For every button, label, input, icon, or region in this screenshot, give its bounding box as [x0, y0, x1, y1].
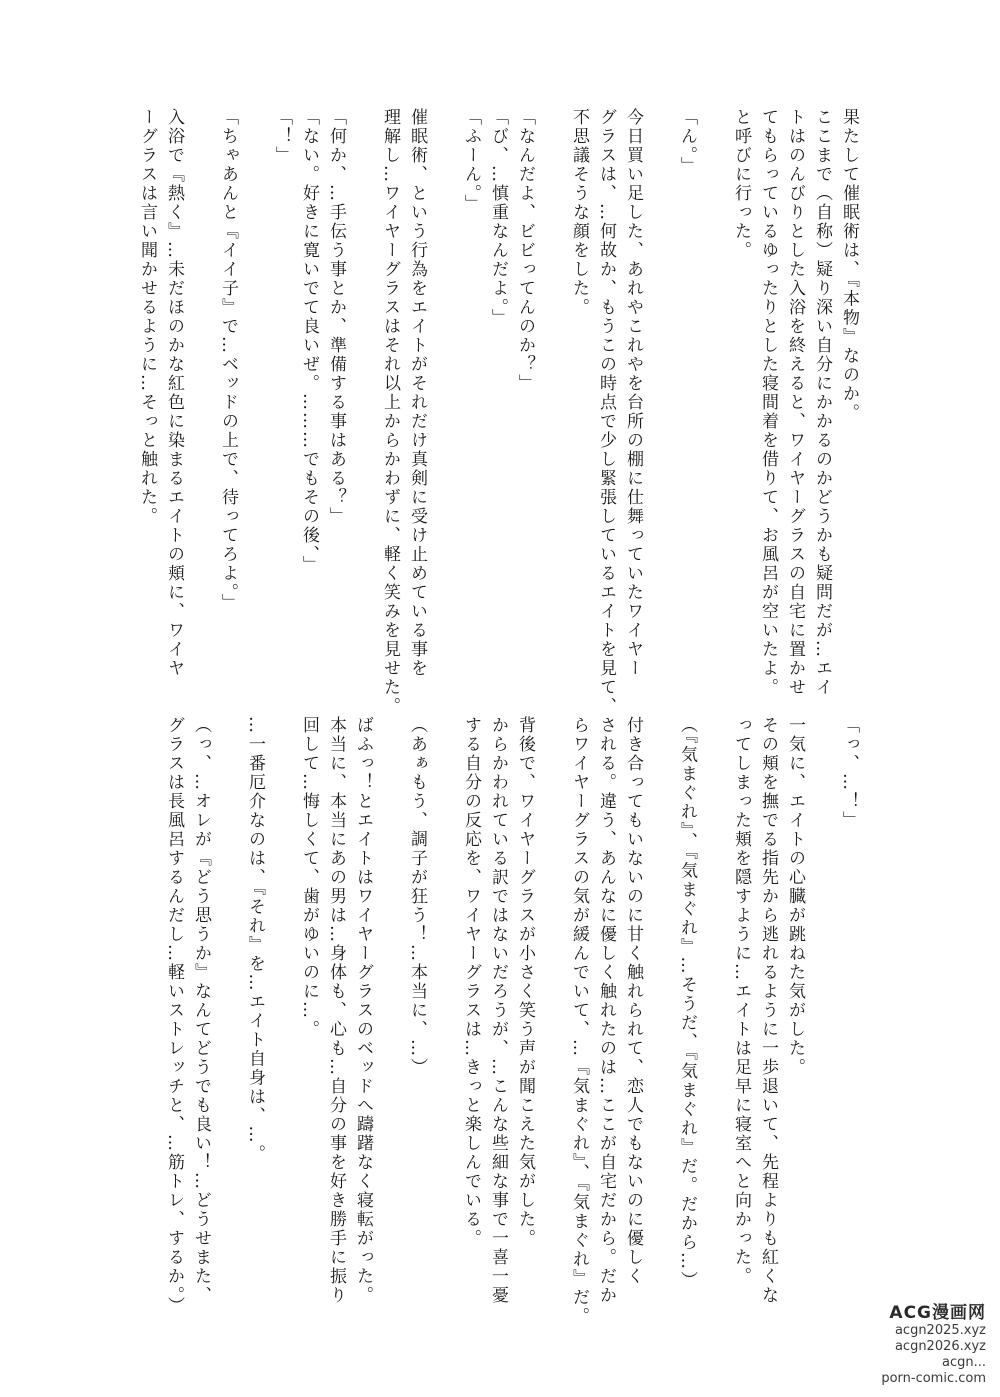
text-column — [646, 716, 673, 1316]
text-column: 不思議そうな顔をした。 — [569, 108, 589, 317]
text-column: 「ふーん。」 — [461, 108, 481, 214]
text-column: …一番厄介なのは、『それ』を…エイト自身は、…。 — [245, 716, 265, 1164]
text-column: 「なんだよ、ビビってんのか？」 — [515, 108, 535, 393]
text-column: 背後で、ワイヤーグラスが小さく笑う声が聞こえた気がした。 — [515, 716, 535, 1248]
text-column — [538, 108, 565, 708]
text-column: される。違う、あんなに優しく触れたのは…ここが自宅だから。だか — [596, 716, 616, 1305]
text-column — [241, 108, 268, 708]
text-column: 「ちゃあんと『イイ子』で…ベッドの上で、待ってろよ。」 — [218, 108, 238, 613]
text-column — [430, 716, 457, 1316]
text-column: トはのんびりとした入浴を終えると、ワイヤーグラスの自宅に置かせ — [785, 108, 805, 697]
text-column — [214, 716, 241, 1316]
text-column: 「ない。好きに寛いでて良いぜ。………でもその後、」 — [299, 108, 319, 575]
bottom-text-block — [160, 716, 862, 1326]
text-column: ばふっ！とエイトはワイヤーグラスのベッドへ躊躇なく寝転がった。 — [353, 716, 373, 1305]
text-column: グラスは、…何故か、もうこの時点で少し緊張しているエイトを見て、 — [596, 108, 616, 716]
text-column: と呼びに行った。 — [731, 108, 751, 260]
text-column — [430, 108, 457, 708]
text-column: ってしまった頬を隠すように…エイトは足早に寝室へと向かった。 — [731, 716, 751, 1286]
watermark-logo: ACG漫画网 — [889, 1303, 986, 1323]
text-column: 一気に、エイトの心臓が跳ねた気がした。 — [785, 716, 805, 1077]
site-watermark — [866, 1298, 986, 1387]
text-column: グラスは長風呂するんだし…軽いストレッチと、…筋トレ、するか。） — [164, 716, 184, 1316]
text-column: 理解し…ワイヤーグラスはそれ以上からかわずに、軽く笑みを見せた。 — [380, 108, 400, 716]
text-column — [808, 716, 835, 1316]
text-column: 「ん。」 — [677, 108, 697, 176]
text-column: （『気まぐれ』、『気まぐれ』…そうだ、『気まぐれ』だ。だから…） — [677, 716, 697, 1290]
text-column — [349, 108, 376, 708]
text-column: 付き合ってもいないのに甘く触れられて、恋人でもないのに優しく — [623, 716, 643, 1286]
text-column — [646, 108, 673, 708]
text-column: 「！」 — [272, 108, 292, 165]
text-column: 「っ、…！」 — [839, 716, 859, 830]
text-column: （っ、…オレが『どう思うか』なんてどうでも良い！…どうせまた、 — [191, 716, 211, 1305]
text-column — [187, 108, 214, 708]
text-column — [700, 716, 727, 1316]
text-column: （あぁもう、調子が狂う！…本当に、…） — [407, 716, 427, 1077]
text-column: ここまで（自称）疑り深い自分にかかるのかどうかも疑問だが…エイ — [812, 108, 832, 697]
text-column: らワイヤーグラスの気が緩んでいて、…『気まぐれ』、『気まぐれ』だ。 — [569, 716, 589, 1326]
text-column: その頬を撫でる指先から逃れるように一歩退いて、先程よりも紅くな — [758, 716, 778, 1305]
text-column: 回して…悔しくて、歯がゆいのに…。 — [299, 716, 319, 1039]
text-column — [376, 716, 403, 1316]
text-column — [268, 716, 295, 1316]
text-column: てもらっているゆったりとした寝間着を借りて、お風呂が空いたよ。 — [758, 108, 778, 697]
text-column: からかわれている訳ではないだろうが、…こんな些細な事で一喜一憂 — [488, 716, 508, 1305]
text-column: 本当に、本当にあの男は…身体も、心も…自分の事を好き勝手に振り — [326, 716, 346, 1305]
text-column: 「何か、…手伝う事とか、準備する事はある？」 — [326, 108, 346, 526]
watermark-url-2: acgn2026.xyz — [894, 1339, 986, 1354]
watermark-url-1: acgn2025.xyz — [894, 1323, 986, 1338]
text-column: 果たして催眠術は、『本物』なのか。 — [839, 108, 859, 423]
text-column: ーグラスは言い聞かせるように…そっと触れた。 — [137, 108, 157, 526]
text-column: する自分の反応を、ワイヤーグラスは…きっと楽しんでいる。 — [461, 716, 481, 1248]
watermark-url-3: acgn... — [941, 1355, 986, 1370]
text-column: 入浴で『熱く』…未だほのかな紅色に染まるエイトの頬に、ワイヤ — [164, 108, 184, 678]
text-column — [538, 716, 565, 1316]
top-text-block — [133, 108, 862, 716]
text-column: 「び、…慎重なんだよ。」 — [488, 108, 508, 328]
watermark-url-4: porn-comic.com — [881, 1371, 986, 1386]
text-column — [700, 108, 727, 708]
text-column: 催眠術、という行為をエイトがそれだけ真剣に受け止めている事を — [407, 108, 427, 678]
text-column: 今日買い足した、あれやこれやを台所の棚に仕舞っていたワイヤー — [623, 108, 643, 678]
